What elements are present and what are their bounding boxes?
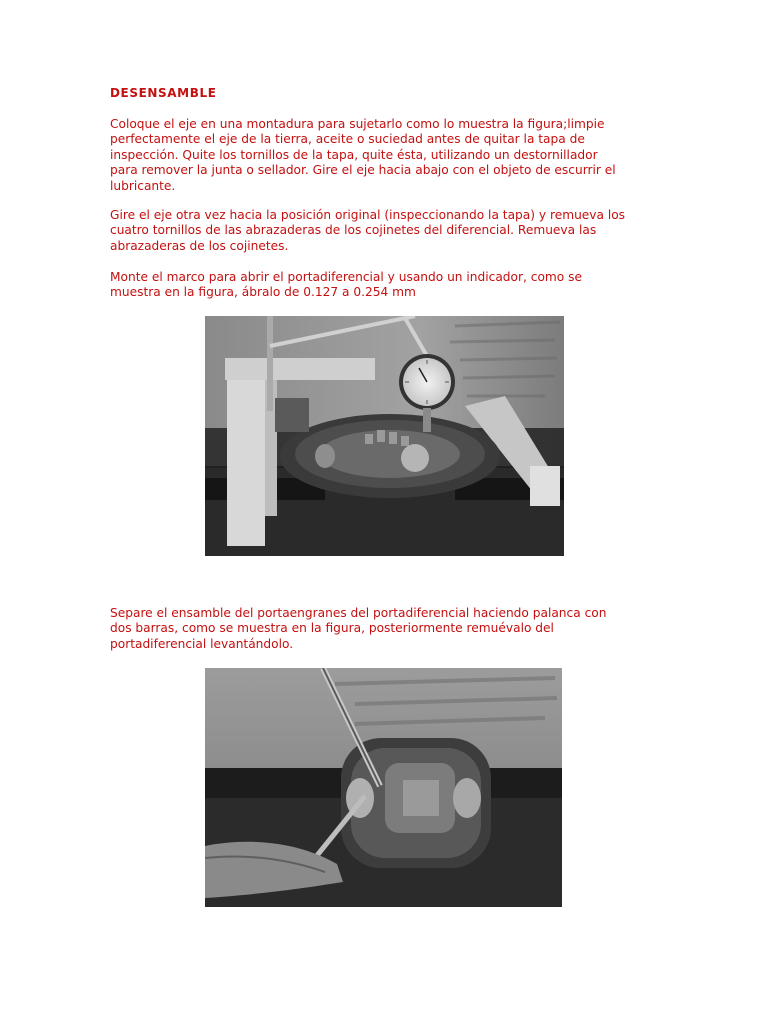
paragraph-spreader-frame: Monte el marco para abrir el portadiferencial y usando un indicador, como se muestra en la figura, ábralo de 0.127 a 0.254 mm — [110, 270, 582, 300]
paragraph-mounting-axle: Coloque el eje en una montadura para sujetarlo como lo muestra la figura;limpie perfectamente el eje de la tierra, aceite o suciedad antes de quitar la tapa de inspección. Quite los tornillos de la tapa, quite ésta, utilizando un destornillador para remover la junta o sellador. Gire el eje hacia abajo con el objeto de escurrir el lubricante. — [110, 117, 616, 193]
paragraph-remove-bearing-clamps: Gire el eje otra vez hacia la posición original (inspeccionando la tapa) y remueva los cuatro tornillos de las abrazaderas de los cojinetes del diferencial. Remueva las abrazaderas de los cojinetes. — [110, 208, 626, 253]
section-heading: DESENSAMBLE — [110, 86, 217, 100]
photo-spreader-dial-indicator — [205, 316, 564, 556]
paragraph-separate-carrier: Separe el ensamble del portaengranes del portadiferencial haciendo palanca con dos barras, como se muestra en la figura, posteriormente remuévalo del portadiferencial levantándolo. — [110, 606, 607, 651]
photo-prying-carrier — [205, 668, 562, 907]
